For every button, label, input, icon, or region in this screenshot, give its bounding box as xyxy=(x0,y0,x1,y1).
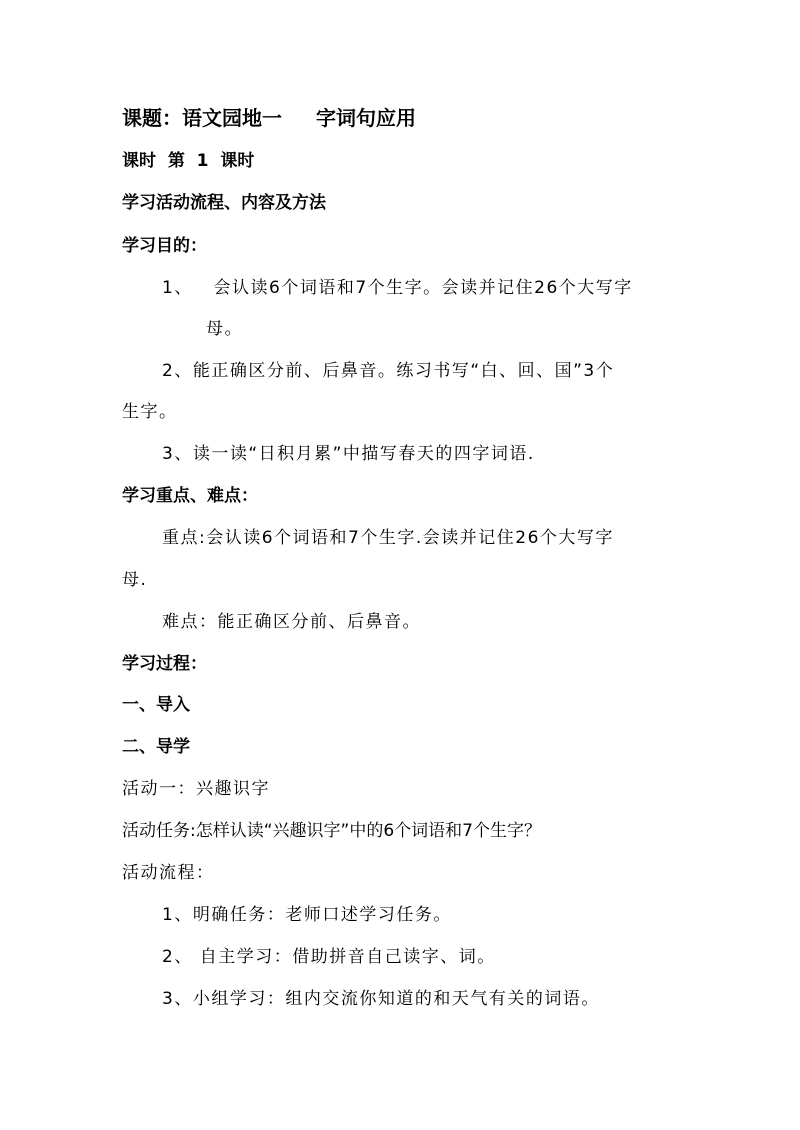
lesson-title-main: 课题：语文园地一 xyxy=(122,106,282,130)
key-points-heading: 学习重点、难点： xyxy=(122,486,258,506)
flow-step-1: 1、明确任务：老师口述学习任务。 xyxy=(162,905,452,925)
activity-flow-label: 活动流程： xyxy=(122,863,215,883)
process-heading: 学习过程： xyxy=(122,654,207,674)
step-guided: 二、导学 xyxy=(122,737,190,757)
difficulty-point: 难点：能正确区分前、后鼻音。 xyxy=(162,612,421,632)
flow-heading: 学习活动流程、内容及方法 xyxy=(122,193,326,213)
goals-heading: 学习目的： xyxy=(122,236,207,256)
key-point-line-1: 重点:会认读6个词语和7个生字.会读并记住26个大写字 xyxy=(162,528,614,548)
goal-1-line-1: 1、 会认读6个词语和7个生字。会读并记住26个大写字 xyxy=(162,278,633,298)
goal-2-line-2: 生字。 xyxy=(122,402,178,422)
activity-one: 活动一：兴趣识字 xyxy=(122,779,270,799)
key-point-line-2: 母. xyxy=(122,570,148,590)
step-intro: 一、导入 xyxy=(122,695,190,715)
lesson-title-sub: 字词句应用 xyxy=(316,106,416,130)
lesson-period: 课时 第 1 课时 xyxy=(122,151,255,171)
goal-1-line-2: 母。 xyxy=(206,319,243,339)
lesson-title xyxy=(122,105,416,131)
flow-step-3: 3、小组学习：组内交流你知道的和天气有关的词语。 xyxy=(162,989,600,1009)
flow-step-2: 2、 自主学习：借助拼音自己读字、词。 xyxy=(162,947,496,967)
activity-task: 活动任务:怎样认读“兴趣识字”中的6个词语和7个生字？ xyxy=(122,821,541,841)
goal-2-line-1: 2、能正确区分前、后鼻音。练习书写“白、回、国”3个 xyxy=(162,361,615,381)
goal-3: 3、读一读“日积月累”中描写春天的四字词语. xyxy=(162,444,535,464)
